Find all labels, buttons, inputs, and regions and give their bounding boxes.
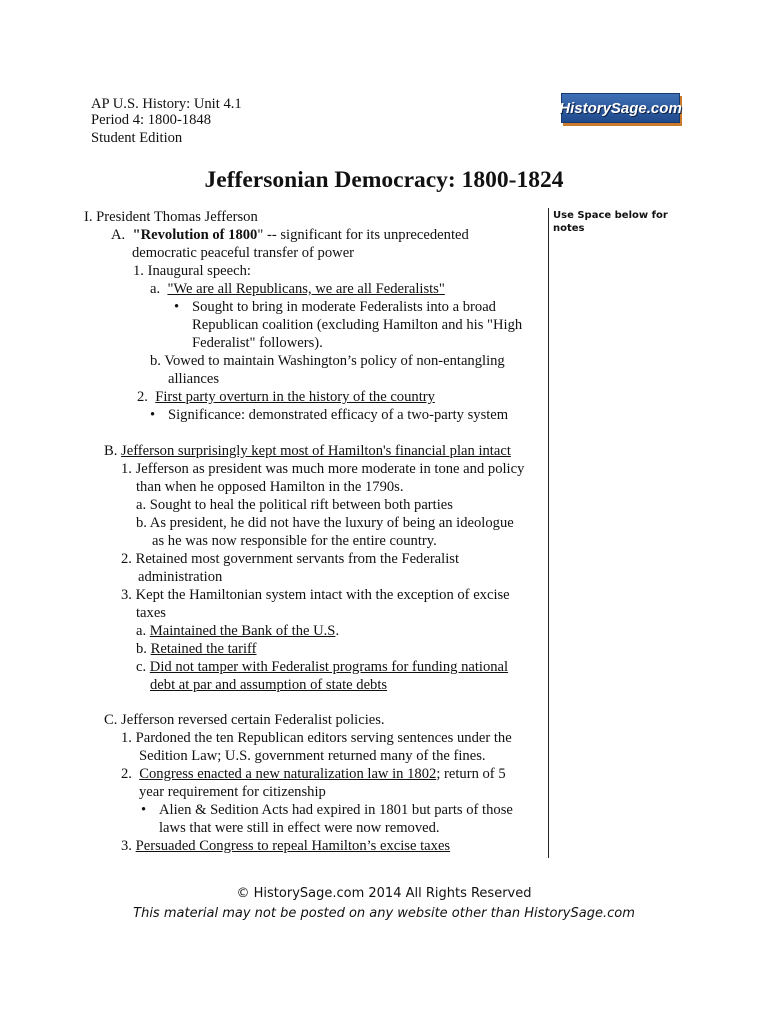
outline-item-a1a: a. "We are all Republicans, we are all Federalists" [150, 281, 445, 297]
historysage-logo [561, 93, 680, 123]
notes-label: Use Space below for notes [553, 210, 668, 234]
edition-label: Student Edition [91, 130, 183, 146]
outline-item-c2-cont: year requirement for citizenship [139, 784, 326, 800]
page-title: Jeffersonian Democracy: 1800-1824 [204, 167, 564, 193]
outline-item-c1-cont: Sedition Law; U.S. government returned many of the fines. [139, 748, 486, 764]
outline-item-c1: 1. Pardoned the ten Republican editors serving sentences under the [121, 730, 512, 746]
outline-item-a1: 1. Inaugural speech: [133, 263, 251, 279]
outline-item-b3a: a. Maintained the Bank of the U.S. [136, 623, 340, 639]
outline-item-b3: 3. Kept the Hamiltonian system intact with the exception of excise [121, 587, 510, 603]
outline-item-b1-cont: than when he opposed Hamilton in the 1790s. [136, 479, 404, 495]
period-label: Period 4: 1800-1848 [91, 112, 211, 128]
outline-item-b1b-cont: as he was now responsible for the entire country. [152, 533, 437, 549]
outline-item-b3-cont: taxes [136, 605, 166, 621]
outline-item-b1a: a. Sought to heal the political rift between both parties [136, 497, 453, 513]
outline-item-a2: 2. First party overturn in the history of the country [137, 389, 435, 405]
outline-item-b1b: b. As president, he did not have the luxury of being an ideologue [136, 515, 514, 531]
list-item-cont: Republican coalition (excluding Hamilton and his "High [192, 317, 523, 333]
footer-copyright: © HistorySage.com 2014 All Rights Reserved [236, 886, 532, 901]
notes-divider [548, 208, 549, 858]
outline-item-b3c: c. Did not tamper with Federalist programs for funding national [136, 659, 509, 675]
list-item-cont: laws that were still in effect were now removed. [159, 820, 440, 836]
logo-text: HistorySage.com [559, 99, 682, 117]
footer-notice: This material may not be posted on any website other than HistorySage.com [133, 906, 635, 921]
course-title: AP U.S. History: Unit 4.1 [91, 96, 242, 112]
list-item: • Sought to bring in moderate Federalists into a broad [192, 298, 496, 316]
outline-item-c: C. Jefferson reversed certain Federalist policies. [104, 712, 385, 728]
list-item: • Significance: demonstrated efficacy of a two-party system [168, 406, 508, 424]
list-item: • Alien & Sedition Acts had expired in 1801 but parts of those [159, 801, 513, 819]
list-item-cont: Federalist" followers). [192, 335, 323, 351]
section-i-heading: I. President Thomas Jefferson [84, 209, 258, 225]
outline-item-b2: 2. Retained most government servants from the Federalist [121, 551, 460, 567]
outline-item-a1b-cont: alliances [168, 371, 220, 387]
outline-item-a-cont: democratic peaceful transfer of power [132, 245, 355, 261]
outline-item-b3b: b. Retained the tariff [136, 641, 257, 657]
outline-item-b3c-cont: debt at par and assumption of state debts [150, 677, 388, 693]
outline-item-a1b: b. Vowed to maintain Washington’s policy of non-entangling [150, 353, 505, 369]
outline-item-b1: 1. Jefferson as president was much more moderate in tone and policy [121, 461, 525, 477]
outline-item-c2: 2. Congress enacted a new naturalization law in 1802; return of 5 [121, 766, 506, 782]
outline-item-b2-cont: administration [138, 569, 223, 585]
outline-item-c3: 3. Persuaded Congress to repeal Hamilton’s excise taxes [121, 838, 451, 854]
outline-item-b: B. Jefferson surprisingly kept most of Hamilton's financial plan intact [104, 443, 511, 459]
outline-item-a: A. "Revolution of 1800" -- significant for its unprecedented [111, 227, 469, 243]
